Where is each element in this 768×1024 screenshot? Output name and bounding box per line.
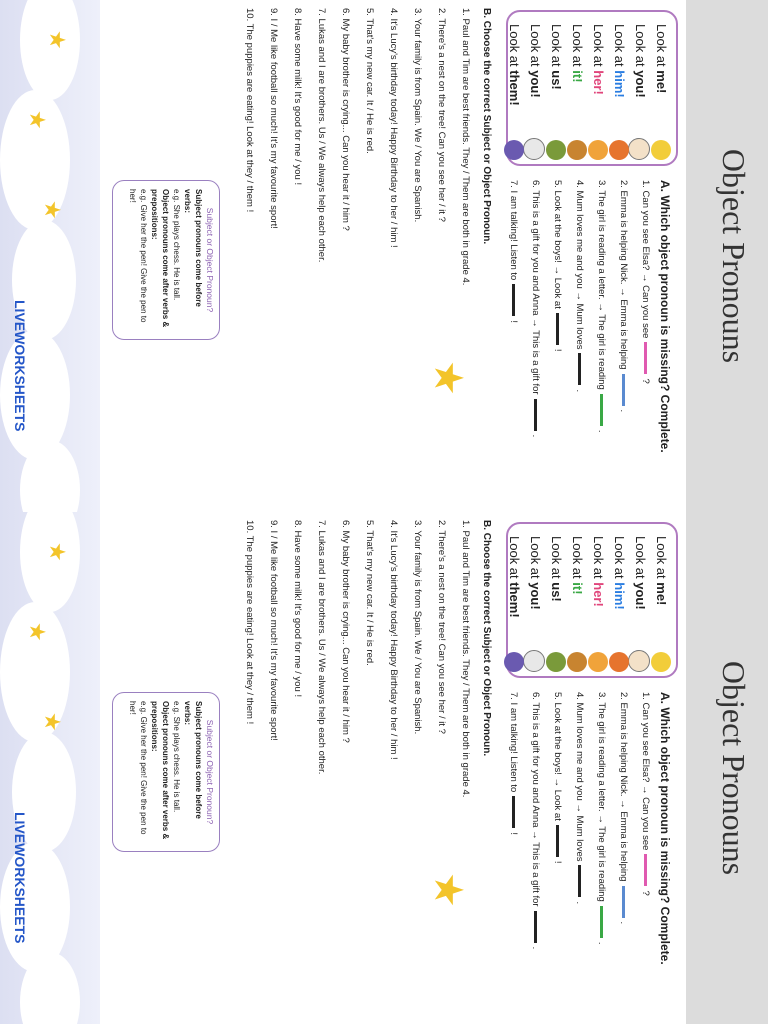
answer-blank[interactable] [622, 374, 625, 406]
note-title: Subject or Object Pronoun? [205, 207, 215, 313]
look-row: Look at it! [566, 24, 588, 164]
question-a: 2. Emma is helping Nick. → Emma is helping. [618, 692, 629, 925]
answer-blank[interactable] [622, 886, 625, 918]
answer-blank[interactable] [512, 796, 515, 828]
look-row: Look at it! [566, 536, 588, 676]
crowd-icon [504, 140, 524, 160]
answer-blank[interactable] [600, 906, 603, 938]
cloud-border [0, 512, 100, 1024]
star-icon: ★ [25, 622, 50, 642]
star-icon: ★ [25, 110, 50, 130]
section-a-heading: A. Which object pronoun is missing? Complete. [658, 692, 672, 965]
minion-icon [651, 140, 671, 160]
answer-blank[interactable] [644, 854, 647, 886]
jar-icon [567, 652, 587, 672]
question-b: 3. Your family is from Spain. We / You are Spanish. [412, 520, 423, 735]
cloud-border [0, 0, 100, 512]
star-icon: ★ [45, 542, 70, 562]
look-at-box [506, 10, 678, 166]
jar-icon [567, 140, 587, 160]
answer-blank[interactable] [556, 825, 559, 857]
answer-blank[interactable] [534, 399, 537, 431]
answer-blank[interactable] [512, 284, 515, 316]
look-row: Look at him! [608, 24, 630, 164]
girl-icon [588, 652, 608, 672]
group-icon [546, 140, 566, 160]
question-b: 1. Paul and Tim are best friends. They / Them are both in grade 4. [460, 520, 471, 798]
kids-icon [523, 650, 545, 672]
worksheet-title: Object Pronouns [716, 148, 752, 364]
look-row: Look at me! [650, 536, 672, 676]
note-title: Subject or Object Pronoun? [205, 719, 215, 825]
look-row: Look at them! [503, 536, 525, 676]
question-b: 1. Paul and Tim are best friends. They / Them are both in grade 4. [460, 8, 471, 286]
girl-icon [588, 140, 608, 160]
question-a: 4. Mum loves me and you → Mum loves. [574, 180, 585, 393]
boy-icon [609, 140, 629, 160]
look-row: Look at us! [545, 24, 567, 164]
boy-icon [609, 652, 629, 672]
answer-blank[interactable] [578, 353, 581, 385]
liveworksheets-logo: LIVEWORKSHEETS [12, 812, 28, 944]
crowd-icon [504, 652, 524, 672]
look-at-box [506, 522, 678, 678]
worksheet-page [0, 512, 768, 1024]
question-b: 4. It's Lucy's birthday today! Happy Birthday to her / him ! [388, 8, 399, 248]
question-a: 3. The girl is reading a letter. → The girl is reading. [596, 180, 607, 433]
note-object-rule: Object pronouns come after verbs & prepositions: [150, 189, 170, 328]
look-row: Look at you! [524, 536, 546, 676]
look-row: Look at me! [650, 24, 672, 164]
note-object-rule: Object pronouns come after verbs & prepositions: [150, 701, 170, 840]
question-a: 5. Look at the boys! → Look at! [552, 180, 563, 352]
note-subject-example: e.g. She plays chess. He is tall. [172, 189, 181, 301]
question-a: 3. The girl is reading a letter. → The girl is reading. [596, 692, 607, 945]
star-icon: ★ [426, 872, 470, 908]
worksheet-copy-bottom [0, 512, 768, 1024]
answer-blank[interactable] [578, 865, 581, 897]
question-a: 2. Emma is helping Nick. → Emma is helping. [618, 180, 629, 413]
question-b: 3. Your family is from Spain. We / You are Spanish. [412, 8, 423, 223]
question-b: 10. The puppies are eating! Look at they / them ! [244, 8, 255, 213]
section-b-heading: B. Choose the correct Subject or Object Pronoun. [481, 520, 492, 757]
kids-icon [523, 138, 545, 160]
note-subject-rule: Subject pronouns come before verbs: [183, 189, 203, 307]
question-b: 5. That's my new car. It / He is red. [364, 520, 375, 666]
question-b: 5. That's my new car. It / He is red. [364, 8, 375, 154]
note-object-example: e.g. Give her the pen! Give the pen to her! [128, 701, 148, 835]
look-row: Look at him! [608, 536, 630, 676]
pronoun-note-box [112, 180, 220, 340]
note-subject-rule: Subject pronouns come before verbs: [183, 701, 203, 819]
question-b: 2. There's a nest on the tree! Can you see her / it ? [436, 520, 447, 734]
question-b: 7. Lukas and I are brothers. Us / We always help each other. [316, 8, 327, 263]
look-row: Look at her! [587, 536, 609, 676]
question-a: 1. Can you see Elsa? → Can you see? [640, 692, 651, 896]
look-row: Look at you! [629, 536, 651, 676]
answer-blank[interactable] [644, 342, 647, 374]
look-row: Look at them! [503, 24, 525, 164]
star-icon: ★ [45, 30, 70, 50]
face-icon [628, 138, 650, 160]
look-row: Look at you! [524, 24, 546, 164]
question-a: 6. This is a gift for you and Anna → This is a gift for. [530, 692, 541, 950]
question-b: 7. Lukas and I are brothers. Us / We always help each other. [316, 520, 327, 775]
question-b: 4. It's Lucy's birthday today! Happy Birthday to her / him ! [388, 520, 399, 760]
look-row: Look at us! [545, 536, 567, 676]
question-a: 5. Look at the boys! → Look at! [552, 692, 563, 864]
question-b: 8. Have some milk! It's good for me / you ! [292, 520, 303, 698]
pronoun-note-box [112, 692, 220, 852]
question-b: 9. I / Me like football so much! It's my favourite sport! [268, 520, 279, 741]
question-b: 6. My baby brother is crying... Can you hear it / him ? [340, 8, 351, 231]
worksheet-title: Object Pronouns [716, 660, 752, 876]
question-a: 1. Can you see Elsa? → Can you see? [640, 180, 651, 384]
question-a: 4. Mum loves me and you → Mum loves. [574, 692, 585, 905]
face-icon [628, 650, 650, 672]
star-icon: ★ [40, 712, 65, 732]
note-object-example: e.g. Give her the pen! Give the pen to her! [128, 189, 148, 323]
liveworksheets-logo: LIVEWORKSHEETS [12, 300, 28, 432]
question-b: 9. I / Me like football so much! It's my favourite sport! [268, 8, 279, 229]
note-subject-example: e.g. She plays chess. He is tall. [172, 701, 181, 813]
question-b: 2. There's a nest on the tree! Can you see her / it ? [436, 8, 447, 222]
star-icon: ★ [40, 200, 65, 220]
section-b-heading: B. Choose the correct Subject or Object Pronoun. [481, 8, 492, 245]
answer-blank[interactable] [534, 911, 537, 943]
minion-icon [651, 652, 671, 672]
answer-blank[interactable] [556, 313, 559, 345]
group-icon [546, 652, 566, 672]
question-a: 7. I am talking! Listen to! [508, 180, 519, 323]
section-a-heading: A. Which object pronoun is missing? Complete. [658, 180, 672, 453]
look-row: Look at you! [629, 24, 651, 164]
question-a: 6. This is a gift for you and Anna → This is a gift for. [530, 180, 541, 438]
answer-blank[interactable] [600, 394, 603, 426]
question-a: 7. I am talking! Listen to! [508, 692, 519, 835]
look-row: Look at her! [587, 24, 609, 164]
question-b: 6. My baby brother is crying... Can you hear it / him ? [340, 520, 351, 743]
star-icon: ★ [426, 360, 470, 396]
question-b: 10. The puppies are eating! Look at they / them ! [244, 520, 255, 725]
question-b: 8. Have some milk! It's good for me / you ! [292, 8, 303, 186]
